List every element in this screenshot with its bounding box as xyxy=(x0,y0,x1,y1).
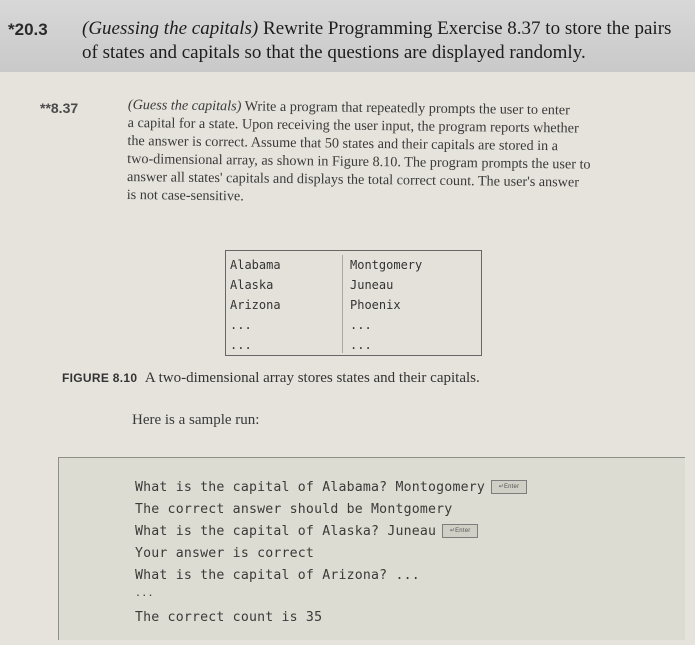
header-title: (Guessing the capitals) xyxy=(82,18,259,39)
console-line: The correct answer should be Montgomery xyxy=(135,502,453,517)
exercise-line: the answer is correct. Assume that 50 states and their capitals are stored in a xyxy=(127,132,559,155)
exercise-header xyxy=(0,0,695,72)
enter-key-icon: ↵Enter xyxy=(491,480,527,494)
capital-cell: ... xyxy=(350,338,372,352)
figure-label: FIGURE 8.10 xyxy=(62,371,138,385)
exercise-line: a capital for a state. Upon receiving the user input, the program reports whether xyxy=(127,114,579,137)
console-line: Your answer is correct xyxy=(135,546,315,561)
capital-cell: Juneau xyxy=(350,278,394,292)
state-cell: Alabama xyxy=(230,258,281,272)
exercise-number: *20.3 xyxy=(8,20,48,39)
console-line xyxy=(135,480,527,495)
state-cell: ... xyxy=(230,318,252,332)
header-text: Rewrite Programming Exercise 8.37 to store the pairs xyxy=(258,18,672,39)
state-capital-table xyxy=(225,250,482,356)
state-cell: Arizona xyxy=(230,298,281,312)
state-cell: Alaska xyxy=(230,278,274,292)
exercise-line: is not case-sensitive. xyxy=(126,186,244,205)
textbook-photo xyxy=(0,72,695,645)
header-line-1 xyxy=(82,18,671,40)
figure-caption-text: A two-dimensional array stores states and their capitals. xyxy=(144,370,480,386)
sample-run-console xyxy=(58,457,685,640)
console-line: What is the capital of Arizona? ... xyxy=(135,568,420,583)
console-line: The correct count is 35 xyxy=(135,610,323,625)
capital-cell: ... xyxy=(350,318,372,332)
capital-cell: Montgomery xyxy=(350,258,423,272)
exercise-line: answer all states' capitals and displays the total correct count. The user's answer xyxy=(126,168,580,191)
figure-caption xyxy=(62,370,480,387)
console-prompt: What is the capital of Alabama? xyxy=(135,480,396,495)
console-user-answer: Juneau xyxy=(387,524,437,539)
original-exercise-title: (Guess the capitals) xyxy=(127,96,242,115)
states-column xyxy=(230,255,343,353)
state-cell: ... xyxy=(230,338,252,352)
capitals-column xyxy=(350,255,422,355)
header-line-2: of states and capitals so that the questions are displayed randomly. xyxy=(82,42,586,63)
original-exercise-text xyxy=(127,96,668,211)
sample-run-intro: Here is a sample run: xyxy=(132,412,260,428)
console-line xyxy=(135,524,478,539)
console-user-answer: Montogomery xyxy=(395,480,486,495)
console-line: ... xyxy=(135,588,154,599)
enter-key-icon: ↵Enter xyxy=(442,524,478,538)
console-prompt: What is the capital of Alaska? xyxy=(135,524,388,539)
capital-cell: Phoenix xyxy=(350,298,401,312)
exercise-line: Write a program that repeatedly prompts the user to enter xyxy=(241,98,570,119)
exercise-line: two-dimensional array, as shown in Figure 8.10. The program prompts the user to xyxy=(127,150,591,173)
original-exercise-number: **8.37 xyxy=(40,100,79,116)
